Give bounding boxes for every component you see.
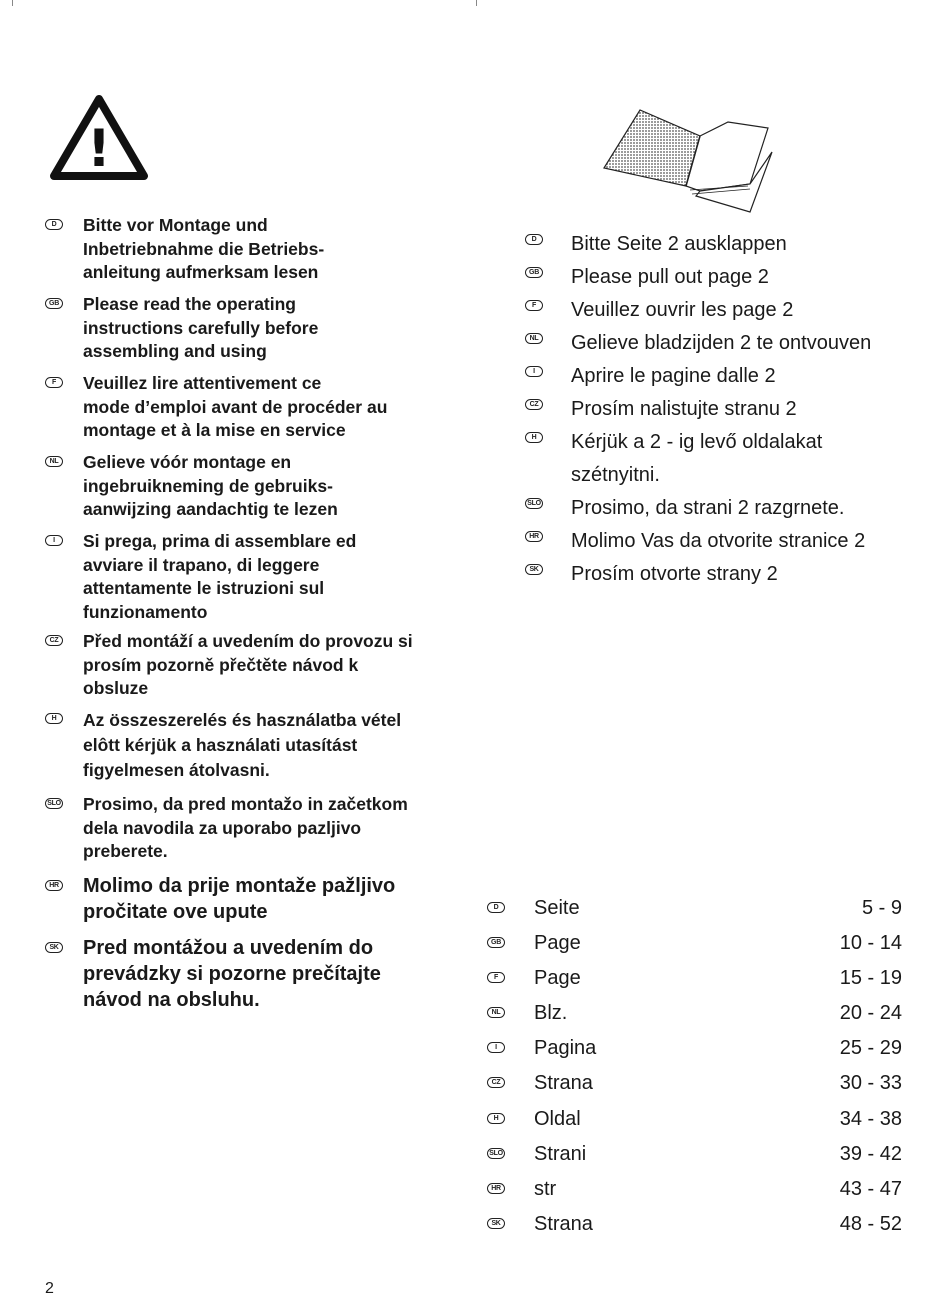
left-item-text: Si prega, prima di assemblare ed avviare il trapano, di leggere attentamente le istruzioni sul funzionamento xyxy=(83,531,357,622)
page-label: Strana xyxy=(534,1213,593,1235)
warning-mark: ! xyxy=(87,119,111,179)
right-item-text: Prosimo, da strani 2 razgrnete. xyxy=(571,497,845,519)
page-range: 5 - 9 xyxy=(861,897,902,919)
page-range: 10 - 14 xyxy=(839,932,902,954)
page-range: 48 - 52 xyxy=(839,1213,902,1235)
page-range: 39 - 42 xyxy=(839,1143,902,1165)
lang-badge: F xyxy=(45,377,63,388)
lang-badge: H xyxy=(525,432,543,443)
lang-badge: CZ xyxy=(487,1077,505,1088)
lang-badge: F xyxy=(525,300,543,311)
right-item-text: Molimo Vas da otvorite stranice 2 xyxy=(571,530,866,552)
page-label: Seite xyxy=(534,897,580,919)
lang-badge: CZ xyxy=(45,635,63,646)
page-table-row-i xyxy=(487,1036,902,1066)
left-item-text: Please read the operating instructions carefully before assembling and using xyxy=(83,294,319,361)
left-item-text: Pred montážou a uvedením do prevádzky si pozorne prečítajte návod na obsluhu. xyxy=(83,937,381,1011)
lang-badge: D xyxy=(525,234,543,245)
lang-badge: HR xyxy=(45,880,63,891)
right-item-text: Prosím otvorte strany 2 xyxy=(571,563,778,585)
page-range: 15 - 19 xyxy=(839,967,902,989)
lang-badge: D xyxy=(45,219,63,230)
left-item-text: Před montáží a uvedením do provozu si prosím pozorně přečtěte návod k obsluze xyxy=(83,631,413,698)
lang-badge: SLO xyxy=(487,1148,505,1159)
warning-triangle-icon xyxy=(48,94,150,182)
lang-badge: H xyxy=(487,1113,505,1124)
lang-badge: I xyxy=(45,535,63,546)
lang-badge: NL xyxy=(525,333,543,344)
right-item-text: Bitte Seite 2 ausklappen xyxy=(571,233,787,255)
lang-badge: F xyxy=(487,972,505,983)
page-table-row-h xyxy=(487,1107,902,1137)
lang-badge: HR xyxy=(487,1183,505,1194)
page-range: 34 - 38 xyxy=(839,1108,902,1130)
lang-badge: SK xyxy=(525,564,543,575)
page-table-row-cz xyxy=(487,1071,902,1101)
page-table-row-d xyxy=(487,896,902,926)
page-label: Oldal xyxy=(534,1108,581,1130)
page-table-row-sk xyxy=(487,1212,902,1242)
crop-mark-center xyxy=(476,0,477,6)
lang-badge: GB xyxy=(525,267,543,278)
page-table-row-f xyxy=(487,966,902,996)
left-item-text: Az összeszerelés és használatba vétel elôtt kérjük a használati utasítást figyelmesen átolvasni. xyxy=(83,710,402,780)
lang-badge: SLO xyxy=(45,798,63,809)
page-table-row-gb xyxy=(487,931,902,961)
lang-badge: GB xyxy=(487,937,505,948)
left-item-text: Bitte vor Montage und Inbetriebnahme die Betriebs- anleitung aufmerksam lesen xyxy=(83,215,325,282)
lang-badge: NL xyxy=(45,456,63,467)
lang-badge: SK xyxy=(487,1218,505,1229)
lang-badge: CZ xyxy=(525,399,543,410)
left-item-text: Molimo da prije montaže pažljivo pročitate ove upute xyxy=(83,875,396,923)
page-label: Strani xyxy=(534,1143,587,1165)
page-label: Strana xyxy=(534,1072,593,1094)
lang-badge: H xyxy=(45,713,63,724)
right-item-text: Kérjük a 2 - ig levő oldalakat szétnyitni. xyxy=(571,431,823,486)
page-label: Pagina xyxy=(534,1037,597,1059)
page-table-row-nl xyxy=(487,1001,902,1031)
lang-badge: HR xyxy=(525,531,543,542)
left-item-text: Veuillez lire attentivement ce mode d’emploi avant de procéder au montage et à la mise en service xyxy=(83,373,388,440)
right-item-text: Veuillez ouvrir les page 2 xyxy=(571,299,794,321)
right-item-text: Aprire le pagine dalle 2 xyxy=(571,365,776,387)
lang-badge: NL xyxy=(487,1007,505,1018)
lang-badge: I xyxy=(487,1042,505,1053)
lang-badge: D xyxy=(487,902,505,913)
fold-out-pages-icon xyxy=(600,106,778,214)
page-range: 25 - 29 xyxy=(839,1037,902,1059)
page-label: str xyxy=(534,1178,557,1200)
right-item-text: Please pull out page 2 xyxy=(571,266,769,288)
right-item-text: Prosím nalistujte stranu 2 xyxy=(571,398,797,420)
lang-badge: GB xyxy=(45,298,63,309)
left-item-text: Prosimo, da pred montažo in začetkom dela navodila za uporabo pazljivo preberete. xyxy=(83,794,408,861)
page-label: Blz. xyxy=(534,1002,568,1024)
page-range: 20 - 24 xyxy=(839,1002,902,1024)
lang-badge: I xyxy=(525,366,543,377)
page-range: 43 - 47 xyxy=(839,1178,902,1200)
lang-badge: SLO xyxy=(525,498,543,509)
left-item-text: Gelieve vóór montage en ingebruikneming de gebruiks- aanwijzing aandachtig te lezen xyxy=(83,452,338,519)
lang-badge: SK xyxy=(45,942,63,953)
page-table-row-slo xyxy=(487,1142,902,1172)
crop-mark-left xyxy=(12,0,13,6)
page-label: Page xyxy=(534,932,581,954)
page-number: 2 xyxy=(45,1280,54,1297)
page-range: 30 - 33 xyxy=(839,1072,902,1094)
page-label: Page xyxy=(534,967,581,989)
right-item-text: Gelieve bladzijden 2 te ontvouven xyxy=(571,332,872,354)
page-table-row-hr xyxy=(487,1177,902,1207)
